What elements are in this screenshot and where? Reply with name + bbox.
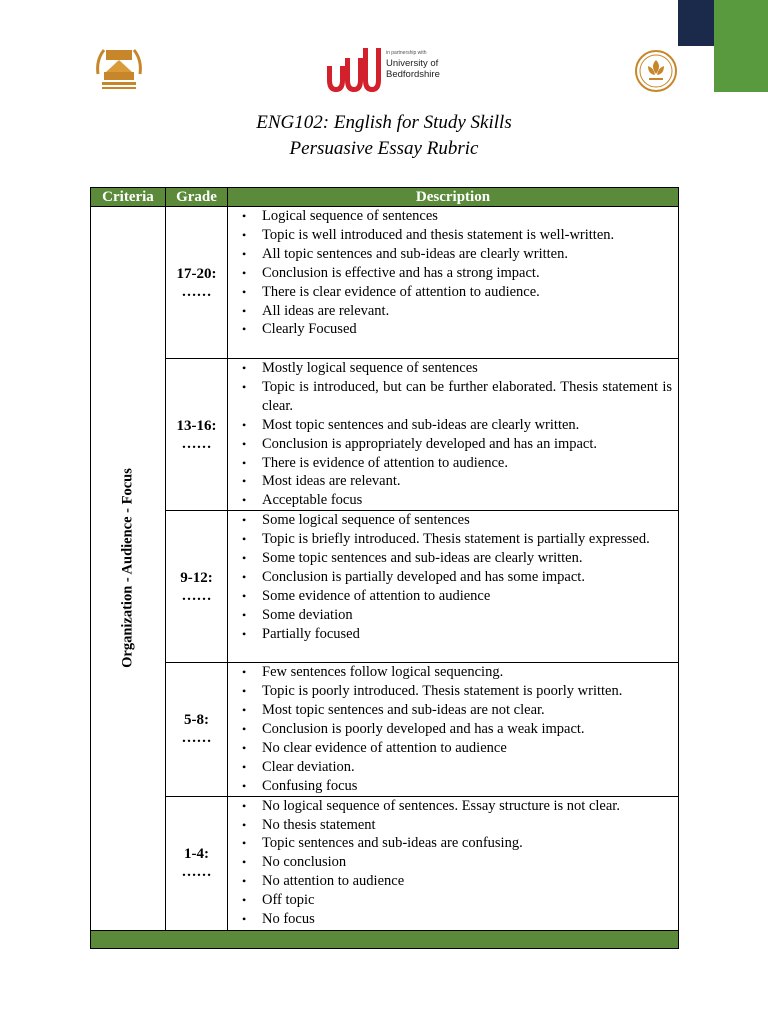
- grade-cell: [166, 663, 228, 796]
- grade-blank: ……: [181, 864, 212, 881]
- grade-range: 1-4:: [184, 846, 209, 863]
- grade-range: 9-12:: [180, 569, 213, 586]
- grade-blank: ……: [181, 587, 212, 604]
- table-row: [91, 511, 679, 663]
- msa-university-logo-icon: [92, 44, 146, 94]
- rubric-title: Persuasive Essay Rubric: [289, 138, 479, 159]
- university-of-bedfordshire-logo: [324, 44, 454, 96]
- grade-range: 17-20:: [176, 265, 217, 282]
- grade-header: Grade: [166, 188, 228, 207]
- criteria-header: Criteria: [91, 188, 166, 207]
- list-item: • Acceptable focus: [228, 491, 672, 510]
- list-item: • Some deviation: [228, 606, 672, 625]
- table-row: [91, 359, 679, 511]
- description-header: Description: [228, 188, 679, 207]
- list-item: • Conclusion is effective and has a strong impact.: [228, 264, 672, 283]
- grade-cell: [166, 796, 228, 930]
- grade-blank: ……: [181, 283, 212, 300]
- list-item: • Logical sequence of sentences: [228, 207, 672, 226]
- list-item: • Topic is introduced, but can be further elaborated. Thesis statement is clear.: [228, 378, 672, 416]
- list-item: • Partially focused: [228, 625, 672, 644]
- list-item: • Most topic sentences and sub-ideas are clearly written.: [228, 416, 672, 435]
- list-item: • Some topic sentences and sub-ideas are clearly written.: [228, 549, 672, 568]
- list-item: • Topic is well introduced and thesis statement is well-written.: [228, 226, 672, 245]
- list-item: • Off topic: [228, 891, 672, 910]
- description-cell: [228, 663, 679, 796]
- list-item: • No clear evidence of attention to audience: [228, 739, 672, 758]
- list-item: • Conclusion is appropriately developed and has an impact.: [228, 435, 672, 454]
- description-cell: [228, 511, 679, 663]
- uob-mark-icon: [324, 44, 384, 96]
- description-cell: [228, 796, 679, 930]
- list-item: • Clear deviation.: [228, 758, 672, 777]
- list-item: • Few sentences follow logical sequencing.: [228, 663, 672, 682]
- list-item: • Topic sentences and sub-ideas are confusing.: [228, 834, 672, 853]
- grade-cell: [166, 359, 228, 511]
- grade-range: 13-16:: [176, 417, 217, 434]
- grade-blank: ……: [181, 435, 212, 452]
- course-title: ENG102: English for Study Skills: [256, 112, 512, 133]
- list-item: • Some logical sequence of sentences: [228, 511, 672, 530]
- table-footer-row: [91, 930, 679, 948]
- list-item: • Confusing focus: [228, 777, 672, 796]
- rubric-table: [90, 187, 679, 949]
- partner-name: University of Bedfordshire: [386, 58, 440, 80]
- criteria-label: Organization - Audience - Focus: [119, 468, 136, 669]
- seal-logo-icon: [635, 50, 677, 92]
- list-item: • Most ideas are relevant.: [228, 472, 672, 491]
- description-cell: [228, 207, 679, 359]
- list-item: • Some evidence of attention to audience: [228, 587, 672, 606]
- list-item: • No conclusion: [228, 853, 672, 872]
- grade-cell: [166, 207, 228, 359]
- description-cell: [228, 359, 679, 511]
- list-item: • Topic is briefly introduced. Thesis statement is partially expressed.: [228, 530, 672, 549]
- list-item: • Most topic sentences and sub-ideas are not clear.: [228, 701, 672, 720]
- list-item: • All ideas are relevant.: [228, 302, 672, 321]
- list-item: • All topic sentences and sub-ideas are clearly written.: [228, 245, 672, 264]
- list-item: • No attention to audience: [228, 872, 672, 891]
- criteria-cell: [91, 207, 166, 931]
- partnership-label: in partnership with: [386, 50, 427, 56]
- table-footer-band: [91, 930, 679, 948]
- table-row: [91, 207, 679, 359]
- table-row: [91, 663, 679, 796]
- grade-blank: ……: [181, 730, 212, 747]
- list-item: • Clearly Focused: [228, 320, 672, 339]
- list-item: • There is evidence of attention to audience.: [228, 454, 672, 473]
- list-item: • There is clear evidence of attention to audience.: [228, 283, 672, 302]
- corner-green-block: [714, 0, 768, 92]
- list-item: • Mostly logical sequence of sentences: [228, 359, 672, 378]
- list-item: • No focus: [228, 910, 672, 929]
- table-row: [91, 796, 679, 930]
- list-item: • Conclusion is poorly developed and has a weak impact.: [228, 720, 672, 739]
- list-item: • Topic is poorly introduced. Thesis statement is poorly written.: [228, 682, 672, 701]
- grade-range: 5-8:: [184, 712, 209, 729]
- list-item: • No thesis statement: [228, 816, 672, 835]
- list-item: • Conclusion is partially developed and has some impact.: [228, 568, 672, 587]
- grade-cell: [166, 511, 228, 663]
- list-item: • No logical sequence of sentences. Essay structure is not clear.: [228, 797, 672, 816]
- corner-navy-block: [678, 0, 714, 46]
- table-header-row: [91, 188, 679, 207]
